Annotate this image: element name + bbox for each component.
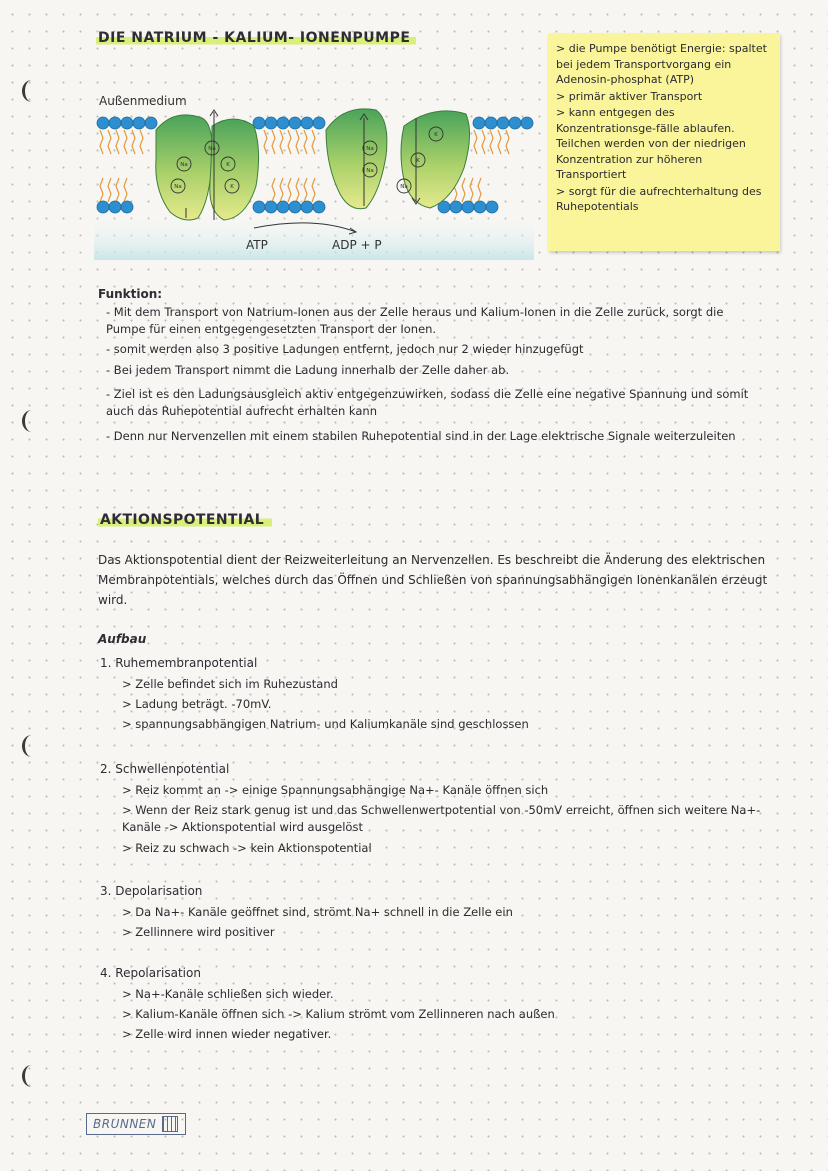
svg-text:Na: Na [208, 146, 216, 152]
binder-hole [22, 410, 41, 432]
note-line: > kann entgegen des Konzentrationsge-fälle ablaufen. Teilchen werden von der niedrigen Konzentration zur höheren Transportiert [556, 106, 746, 181]
step-point: > Da Na+- Kanäle geöffnet sind, strömt Na+ schnell in die Zelle ein [122, 905, 513, 919]
step-point: > Reiz zu schwach -> kein Aktionspotential [122, 841, 372, 855]
brand-logo-icon [162, 1116, 178, 1132]
svg-text:Na: Na [180, 162, 188, 168]
brand-stamp [86, 1113, 186, 1135]
pump-protein-right [326, 109, 387, 209]
sticky-note [548, 33, 780, 251]
step-point: > Zelle wird innen wieder negativer. [122, 1027, 332, 1041]
svg-text:K: K [230, 184, 234, 190]
atp-label: ATP [246, 238, 268, 252]
svg-text:Na: Na [174, 184, 182, 190]
svg-text:Na: Na [366, 146, 374, 152]
binder-hole [22, 1065, 41, 1087]
funktion-item: - Bei jedem Transport nimmt die Ladung innerhalb der Zelle daher ab. [106, 363, 510, 377]
funktion-item: - Denn nur Nervenzellen mit einem stabilen Ruhepotential sind in der Lage elektrische Signale weiterzuleiten [106, 429, 736, 443]
pump-protein-left-b [210, 119, 259, 220]
step-point: > spannungsabhängigen Natrium- und Kaliumkanäle sind geschlossen [122, 717, 529, 731]
funktion-item: - Ziel ist es den Ladungsausgleich aktiv entgegenzuwirken, sodass die Zelle eine negative Spannung und somit auch das Ruhepotential aufrecht erhalten kann [106, 387, 749, 418]
step-point: > Zelle befindet sich im Ruhezustand [122, 677, 338, 691]
svg-text:K: K [416, 158, 420, 164]
adp-label: ADP + P [332, 238, 382, 252]
step-point: > Zellinnere wird positiver [122, 925, 275, 939]
step-point: > Reiz kommt an -> einige Spannungsabhängige Na+- Kanäle öffnen sich [122, 783, 549, 797]
binder-hole [22, 80, 41, 102]
section-heading: AKTIONSPOTENTIAL [98, 512, 272, 528]
note-line: > die Pumpe benötigt Energie: spaltet bei jedem Transportvorgang ein Adenosin-phosphat (ATP) [556, 42, 767, 86]
aufbau-heading: Aufbau [98, 632, 147, 646]
sodium-potassium-pump-diagram [94, 90, 534, 260]
brand-name: BRUNNEN [93, 1117, 157, 1131]
svg-text:Na: Na [400, 184, 408, 190]
outside-medium-label: Außenmedium [99, 94, 187, 108]
binder-hole [22, 735, 41, 757]
step-title: 4. Repolarisation [100, 966, 201, 980]
funktion-heading: Funktion: [98, 287, 163, 301]
aktion-intro: Das Aktionspotential dient der Reizweiterleitung an Nervenzellen. Es beschreibt die Änderung des elektrischen Membranpotentials, welches durch das Öffnen und Schließen von spannungsabhängigen Ionenkanälen erzeugt wird. [98, 553, 768, 607]
step-title: 3. Depolarisation [100, 884, 203, 898]
svg-text:K: K [226, 162, 230, 168]
step-point: > Wenn der Reiz stark genug ist und das Schwellenwertpotential von -50mV erreicht, öffnen sich weitere Na+- Kanäle -> Aktionspotential wird ausgelöst [122, 803, 761, 834]
funktion-item: - somit werden also 3 positive Ladungen entfernt, jedoch nur 2 wieder hinzugefügt [106, 342, 584, 356]
note-line: > primär aktiver Transport [556, 89, 703, 103]
svg-text:K: K [434, 132, 438, 138]
step-title: 2. Schwellenpotential [100, 762, 230, 776]
funktion-item: - Mit dem Transport von Natrium-Ionen aus der Zelle heraus und Kalium-Ionen in die Zelle zurück, sorgt die Pumpe für einen entgegengesetzten Transport der Ionen. [106, 305, 724, 336]
step-point: > Ladung beträgt. -70mV. [122, 697, 272, 711]
intracellular-space [94, 210, 534, 260]
step-point: > Na+-Kanäle schließen sich wieder. [122, 987, 334, 1001]
step-point: > Kalium-Kanäle öffnen sich -> Kalium strömt vom Zellinneren nach außen [122, 1007, 555, 1021]
page-title: DIE NATRIUM - KALIUM- IONENPUMPE [96, 30, 416, 46]
note-line: > sorgt für die aufrechterhaltung des Ruhepotentials [556, 184, 762, 213]
svg-text:Na: Na [366, 168, 374, 174]
step-title: 1. Ruhemembranpotential [100, 656, 258, 670]
